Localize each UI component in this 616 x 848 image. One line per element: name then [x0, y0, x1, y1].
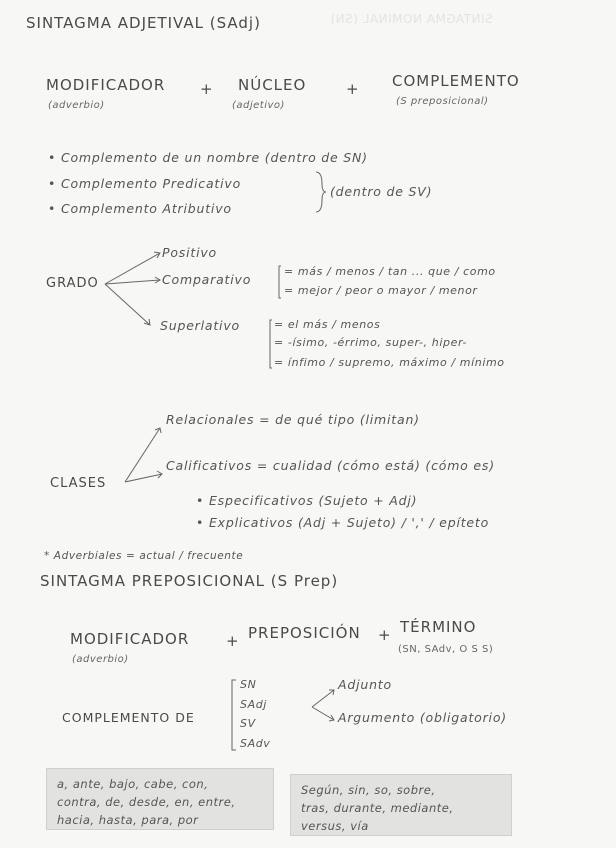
comparativo-line: = más / menos / tan ... que / como — [284, 265, 496, 278]
sadj-nucleo: NÚCLEO — [238, 76, 307, 94]
complemento-de-item: SAdv — [240, 737, 271, 750]
comparativo-line: = mejor / peor o mayor / menor — [284, 284, 478, 297]
grado-comparativo: Comparativo — [162, 272, 252, 287]
sadj-modificador-sub: (adverbio) — [48, 100, 105, 111]
grado-label: GRADO — [46, 276, 99, 291]
superlativo-line: = el más / menos — [274, 318, 381, 331]
sprep-termino-sub: (SN, SAdv, O S S) — [398, 644, 494, 655]
preposition-line: tras, durante, mediante, — [301, 801, 454, 815]
clases-explicativos: • Explicativos (Adj + Sujeto) / ',' / epíteto — [196, 515, 490, 530]
functions-group-note: (dentro de SV) — [330, 184, 433, 199]
clases-calificativos: Calificativos = cualidad (cómo está) (cómo es) — [166, 458, 495, 473]
sadj-title: SINTAGMA ADJETIVAL (SAdj) — [26, 14, 261, 32]
ghost-text: SINTAGMA NOMINAL (SN) — [330, 12, 493, 26]
preposition-box-2 — [290, 774, 512, 836]
complemento-adjunto: Adjunto — [338, 677, 392, 692]
grado-positivo: Positivo — [162, 245, 217, 260]
sadj-plus-1: + — [200, 80, 214, 98]
grado-superlativo: Superlativo — [160, 318, 240, 333]
preposition-line: contra, de, desde, en, entre, — [57, 795, 236, 809]
complemento-argumento: Argumento (obligatorio) — [338, 710, 507, 725]
preposition-line: versus, vía — [301, 819, 369, 833]
sprep-modificador: MODIFICADOR — [70, 630, 190, 648]
sadj-plus-2: + — [346, 80, 360, 98]
complemento-de-item: SN — [240, 678, 257, 691]
function-item: • Complemento de un nombre (dentro de SN) — [48, 150, 368, 165]
sadj-complemento-sub: (S preposicional) — [396, 96, 489, 107]
preposition-box-1 — [46, 768, 274, 830]
complemento-de-label: COMPLEMENTO DE — [62, 710, 195, 725]
adverbiales-note: * Adverbiales = actual / frecuente — [44, 550, 244, 562]
clases-relacionales: Relacionales = de qué tipo (limitan) — [166, 412, 420, 427]
function-item: • Complemento Predicativo — [48, 176, 242, 191]
sprep-preposicion: PREPOSICIÓN — [248, 624, 361, 642]
superlativo-line: = ínfimo / supremo, máximo / mínimo — [274, 356, 505, 369]
sprep-modificador-sub: (adverbio) — [72, 654, 129, 665]
preposition-line: a, ante, bajo, cabe, con, — [57, 777, 209, 791]
clases-label: CLASES — [50, 476, 107, 491]
sadj-complemento: COMPLEMENTO — [392, 72, 520, 90]
complemento-de-item: SAdj — [240, 698, 267, 711]
preposition-line: hacia, hasta, para, por — [57, 813, 199, 827]
preposition-line: Según, sin, so, sobre, — [301, 783, 436, 797]
clases-especificativos: • Especificativos (Sujeto + Adj) — [196, 493, 418, 508]
sadj-nucleo-sub: (adjetivo) — [232, 100, 285, 111]
sprep-plus-2: + — [378, 626, 392, 644]
complemento-de-item: SV — [240, 717, 256, 730]
function-item: • Complemento Atributivo — [48, 201, 232, 216]
sprep-termino: TÉRMINO — [400, 618, 477, 636]
sprep-plus-1: + — [226, 632, 240, 650]
superlativo-line: = -ísimo, -érrimo, super-, hiper- — [274, 336, 468, 349]
sadj-modificador: MODIFICADOR — [46, 76, 166, 94]
sprep-title: SINTAGMA PREPOSICIONAL (S Prep) — [40, 572, 339, 590]
